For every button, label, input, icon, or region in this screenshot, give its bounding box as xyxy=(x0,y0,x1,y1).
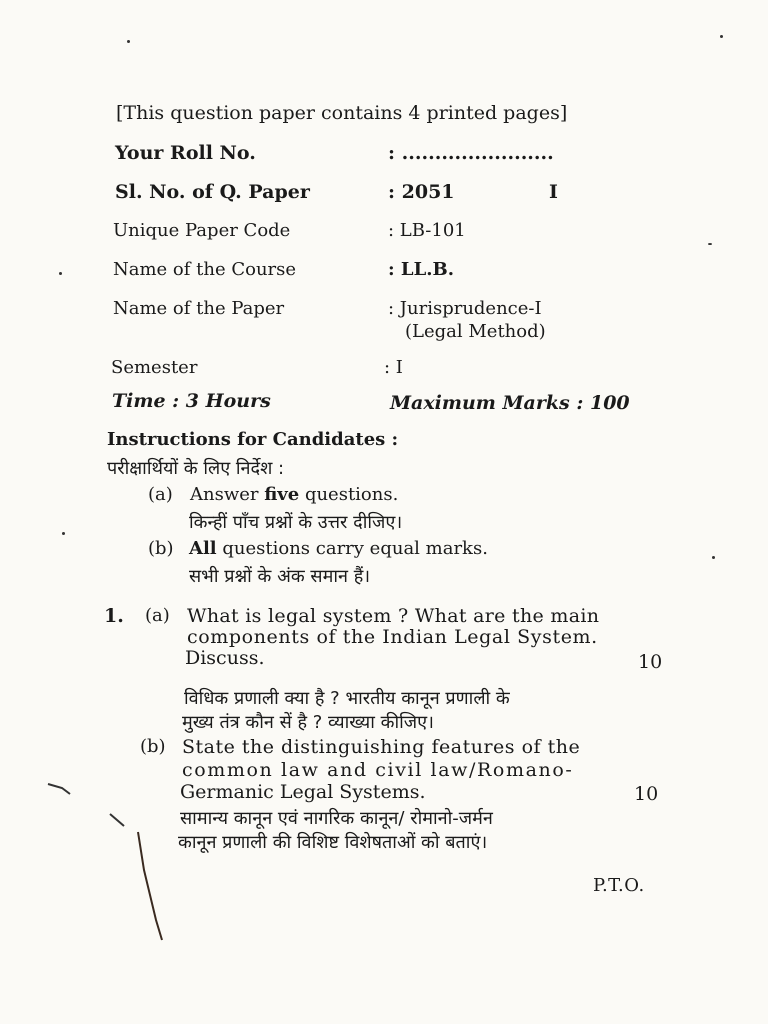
paper-code-label: Unique Paper Code xyxy=(113,220,291,241)
question-1a-line-3: Discuss. xyxy=(185,647,265,669)
question-1a-hindi-line-1: विधिक प्रणाली क्या है ? भारतीय कानून प्रणाली के xyxy=(184,688,510,709)
pen-mark xyxy=(40,770,180,950)
instruction-b xyxy=(189,538,488,559)
instruction-a xyxy=(190,484,398,505)
instructions-heading: Instructions for Candidates : xyxy=(107,429,399,450)
instruction-b-emphasis: All xyxy=(189,538,217,559)
paper-code-value: : LB-101 xyxy=(388,220,466,241)
question-1b-line-1: State the distinguishing features of the xyxy=(182,736,581,758)
question-1b-hindi-line-2: कानून प्रणाली की विशिष्ट विशेषताओं को बताएं। xyxy=(178,832,488,853)
scan-speck xyxy=(708,243,712,245)
question-1b-marks: 10 xyxy=(634,783,659,805)
roll-no-label: Your Roll No. xyxy=(115,142,256,164)
paper-name-label: Name of the Paper xyxy=(113,298,285,319)
question-number: 1. xyxy=(104,605,124,627)
scan-speck xyxy=(712,556,715,559)
question-1b-hindi-line-1: सामान्य कानून एवं नागरिक कानून/ रोमानो-जर्मन xyxy=(180,808,493,829)
scan-speck xyxy=(59,272,62,275)
question-1a-marker: (a) xyxy=(145,605,170,626)
serial-no-value: : 2051 xyxy=(388,181,455,203)
instruction-b-marker: (b) xyxy=(148,538,174,559)
scan-speck xyxy=(720,35,723,38)
instruction-a-emphasis: five xyxy=(264,484,300,505)
question-1a-marks: 10 xyxy=(638,651,663,673)
scan-speck xyxy=(127,40,130,43)
instruction-a-text: Answer xyxy=(190,484,265,505)
instruction-a-hindi: किन्हीं पाँच प्रश्नों के उत्तर दीजिए। xyxy=(189,512,403,533)
question-1b-line-3: Germanic Legal Systems. xyxy=(180,781,426,803)
page-count-notice: [This question paper contains 4 printed pages] xyxy=(116,102,568,124)
roll-no-value: : ....................... xyxy=(388,142,554,164)
scan-speck xyxy=(62,532,65,535)
max-marks-label: Maximum Marks : 100 xyxy=(390,392,630,414)
semester-value: : I xyxy=(384,357,403,378)
serial-no-label: Sl. No. of Q. Paper xyxy=(115,181,310,203)
question-1a-line-2: components of the Indian Legal System. xyxy=(187,626,598,648)
paper-name-subtitle: (Legal Method) xyxy=(405,321,546,342)
please-turn-over: P.T.O. xyxy=(593,875,645,896)
semester-label: Semester xyxy=(111,357,198,378)
instruction-a-text-end: questions. xyxy=(299,484,399,505)
instruction-a-marker: (a) xyxy=(148,484,173,505)
question-1b-marker: (b) xyxy=(140,736,166,757)
instruction-b-text: questions carry equal marks. xyxy=(216,538,488,559)
paper-name-value: : Jurisprudence-I xyxy=(388,298,542,319)
instruction-b-hindi: सभी प्रश्नों के अंक समान हैं। xyxy=(189,566,371,587)
paper-set: I xyxy=(549,181,558,203)
course-label: Name of the Course xyxy=(113,259,297,280)
question-1b-line-2: common law and civil law/Romano- xyxy=(182,759,574,781)
question-1a-hindi-line-2: मुख्य तंत्र कौन सें है ? व्याख्या कीजिए। xyxy=(182,712,434,733)
time-label: Time : 3 Hours xyxy=(112,390,271,412)
course-value: : LL.B. xyxy=(388,259,454,280)
instructions-heading-hindi: परीक्षार्थियों के लिए निर्देश : xyxy=(107,458,285,479)
question-1a-line-1: What is legal system ? What are the main xyxy=(187,605,600,627)
